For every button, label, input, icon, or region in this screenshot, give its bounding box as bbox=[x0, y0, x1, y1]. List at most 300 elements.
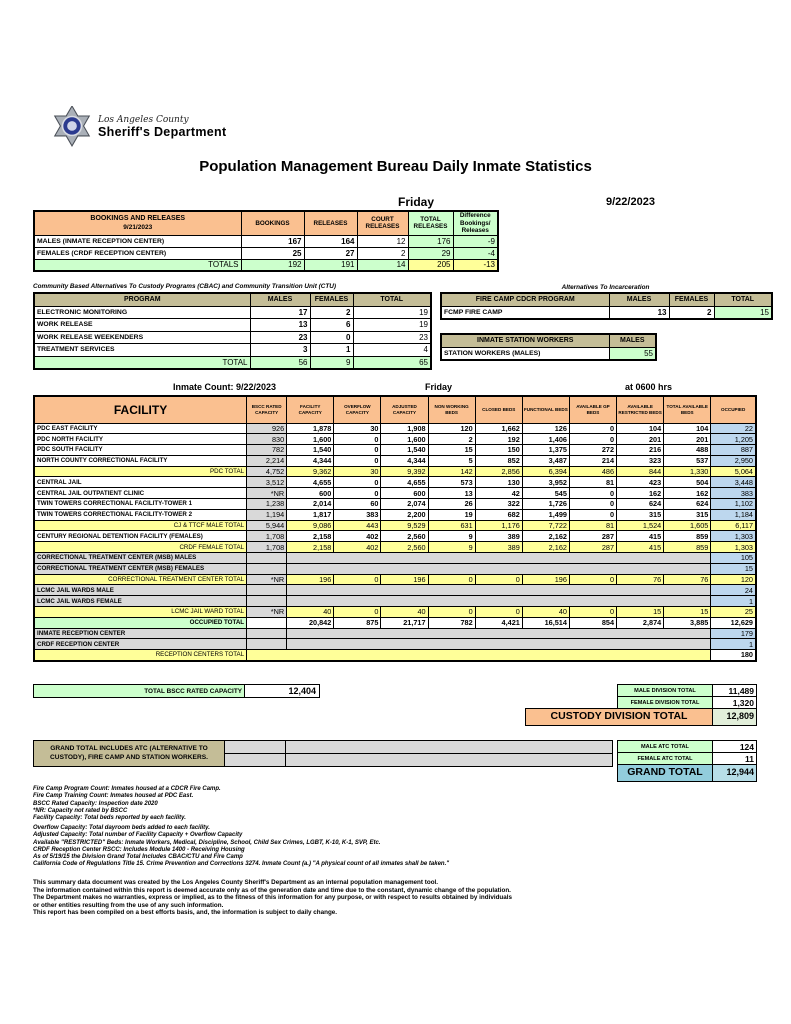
occupied-cell: 3,448 bbox=[711, 477, 756, 488]
total-cell: 192 bbox=[241, 259, 304, 271]
facility-label: PDC EAST FACILITY bbox=[34, 423, 247, 434]
column-header: Difference Bookings/ Releases bbox=[453, 211, 498, 235]
occupied-cell: 22 bbox=[711, 423, 756, 434]
value-cell: 315 bbox=[664, 509, 711, 520]
value-cell: 3,885 bbox=[664, 617, 711, 628]
table-row bbox=[34, 319, 431, 332]
value-cell: 854 bbox=[569, 617, 616, 628]
value-cell: 423 bbox=[617, 477, 664, 488]
bottom-summary bbox=[33, 684, 757, 730]
value-cell: 9,362 bbox=[287, 466, 334, 477]
value-cell: 12 bbox=[357, 235, 408, 247]
value-cell: 0 bbox=[569, 499, 616, 510]
value-cell: 21,717 bbox=[381, 617, 428, 628]
facility-row bbox=[34, 477, 756, 488]
value-cell: 1,600 bbox=[381, 434, 428, 445]
text-line: Available "RESTRICTED" Beds: Inmate Workers, Medical, Discipline, School, Child Sex Crimes, LGBT, K-10, K-1, SVP, Etc. bbox=[33, 839, 381, 846]
table-row bbox=[34, 235, 498, 247]
column-header: TOTAL AVAILABLE BEDS bbox=[664, 396, 711, 423]
report-date: 9/22/2023 bbox=[606, 196, 655, 208]
column-header: TOTAL bbox=[353, 293, 431, 306]
bscc-cell bbox=[247, 639, 287, 650]
fire-camp-header-row bbox=[441, 293, 772, 306]
facility-label: PDC SOUTH FACILITY bbox=[34, 445, 247, 456]
facility-caption bbox=[33, 382, 757, 394]
value-cell: 15 bbox=[664, 607, 711, 618]
facility-row bbox=[34, 596, 756, 607]
value-cell: 4,421 bbox=[475, 617, 522, 628]
value-cell: 9,086 bbox=[287, 520, 334, 531]
value-cell: 443 bbox=[334, 520, 381, 531]
facility-label: INMATE RECEPTION CENTER bbox=[34, 628, 247, 639]
value-cell: 0 bbox=[428, 574, 475, 585]
facility-label: RECEPTION CENTERS TOTAL bbox=[34, 650, 247, 661]
value-cell: 40 bbox=[522, 607, 569, 618]
value-cell: 192 bbox=[475, 434, 522, 445]
occupied-cell: 2,950 bbox=[711, 455, 756, 466]
bscc-cell: 830 bbox=[247, 434, 287, 445]
value-cell: 201 bbox=[664, 434, 711, 445]
value-cell: 0 bbox=[334, 445, 381, 456]
value-cell: 15 bbox=[428, 445, 475, 456]
facility-row bbox=[34, 509, 756, 520]
value-cell: 402 bbox=[334, 531, 381, 542]
facility-label: LCMC JAIL WARD TOTAL bbox=[34, 607, 247, 618]
bscc-cell: 5,944 bbox=[247, 520, 287, 531]
value-cell: 30 bbox=[334, 423, 381, 434]
merged-cell bbox=[247, 650, 711, 661]
occupied-cell: 12,629 bbox=[711, 617, 756, 628]
value-cell: 6 bbox=[310, 319, 353, 332]
facility-row bbox=[34, 574, 756, 585]
text-line: *NR: Capacity not rated by BSCC bbox=[33, 807, 128, 814]
facility-row bbox=[34, 628, 756, 639]
bscc-cell: *NR bbox=[247, 607, 287, 618]
value-cell: 120 bbox=[428, 423, 475, 434]
value-cell: 4,655 bbox=[287, 477, 334, 488]
value-cell: 104 bbox=[617, 423, 664, 434]
value-cell: 3,952 bbox=[522, 477, 569, 488]
ati-section-title: Alternatives To Incarceration bbox=[561, 284, 650, 291]
value-cell: 2,014 bbox=[287, 499, 334, 510]
text-line: California Code of Regulations Title 15. Crime Prevention and Corrections 3274. Inmate Count (a.) "A physical count of all inmates shall be taken." bbox=[33, 861, 450, 868]
male-atc-total-label: MALE ATC TOTAL bbox=[617, 740, 713, 753]
value-cell: 600 bbox=[287, 488, 334, 499]
occupied-cell: 383 bbox=[711, 488, 756, 499]
occupied-cell: 105 bbox=[711, 553, 756, 564]
facility-label: CORRECTIONAL TREATMENT CENTER (MSB) MALES bbox=[34, 553, 247, 564]
occupied-cell: 1,102 bbox=[711, 499, 756, 510]
facility-row bbox=[34, 553, 756, 564]
value-cell: 1,878 bbox=[287, 423, 334, 434]
grand-total-note: GRAND TOTAL INCLUDES ATC (ALTERNATIVE TO CUSTODY), FIRE CAMP AND STATION WORKERS. bbox=[33, 740, 225, 767]
value-cell: 1 bbox=[310, 344, 353, 357]
grand-total-value: 12,944 bbox=[712, 764, 757, 782]
value-cell: 0 bbox=[310, 331, 353, 344]
value-cell: 201 bbox=[617, 434, 664, 445]
value-cell: 2 bbox=[428, 434, 475, 445]
value-cell: 0 bbox=[569, 574, 616, 585]
row-label: MALES (INMATE RECEPTION CENTER) bbox=[34, 235, 241, 247]
column-header: FIRE CAMP CDCR PROGRAM bbox=[441, 293, 609, 306]
value-cell: 1,817 bbox=[287, 509, 334, 520]
cbac-header-row bbox=[34, 293, 431, 306]
filler-cell bbox=[224, 753, 286, 767]
bscc-cell: 1,194 bbox=[247, 509, 287, 520]
bscc-cell: 926 bbox=[247, 423, 287, 434]
value-cell: 60 bbox=[334, 499, 381, 510]
value-cell: 322 bbox=[475, 499, 522, 510]
value-cell: 272 bbox=[569, 445, 616, 456]
bscc-cell: 3,512 bbox=[247, 477, 287, 488]
table-row bbox=[34, 306, 431, 319]
logo-text bbox=[98, 115, 226, 139]
value-cell: 3 bbox=[250, 344, 310, 357]
bscc-cell bbox=[247, 617, 287, 628]
value-cell: 0 bbox=[569, 607, 616, 618]
value-cell: 15 bbox=[714, 306, 772, 319]
value-cell: 782 bbox=[428, 617, 475, 628]
value-cell: 2 bbox=[669, 306, 714, 319]
column-header: TOTAL RELEASES bbox=[408, 211, 453, 235]
column-header: AVAILABLE RESTRICTED BEDS bbox=[617, 396, 664, 423]
bscc-cell bbox=[247, 563, 287, 574]
value-cell: 3,487 bbox=[522, 455, 569, 466]
value-cell: 844 bbox=[617, 466, 664, 477]
bookings-title: BOOKINGS AND RELEASES bbox=[90, 215, 186, 223]
value-cell: 1,540 bbox=[287, 445, 334, 456]
value-cell: 0 bbox=[475, 574, 522, 585]
occupied-cell: 1 bbox=[711, 596, 756, 607]
filler-cell bbox=[285, 740, 613, 754]
custody-division-total-label: CUSTODY DIVISION TOTAL bbox=[525, 708, 713, 726]
occupied-cell: 1,303 bbox=[711, 531, 756, 542]
value-cell: 1,330 bbox=[664, 466, 711, 477]
facility-row bbox=[34, 445, 756, 456]
occupied-cell: 1 bbox=[711, 639, 756, 650]
bscc-cell bbox=[247, 553, 287, 564]
value-cell: 2 bbox=[310, 306, 353, 319]
row-label: STATION WORKERS (MALES) bbox=[441, 347, 609, 360]
column-header: OCCUPIED bbox=[711, 396, 756, 423]
value-cell: 4 bbox=[353, 344, 431, 357]
merged-cell bbox=[287, 585, 711, 596]
value-cell: 19 bbox=[353, 319, 431, 332]
bscc-cell: 4,752 bbox=[247, 466, 287, 477]
bscc-cell: *NR bbox=[247, 574, 287, 585]
value-cell: 142 bbox=[428, 466, 475, 477]
bookings-releases-table bbox=[33, 210, 499, 272]
merged-cell bbox=[287, 639, 711, 650]
table-row bbox=[441, 306, 772, 319]
total-cell: 9 bbox=[310, 356, 353, 369]
grand-total-label: GRAND TOTAL bbox=[617, 764, 713, 782]
merged-cell bbox=[287, 628, 711, 639]
female-division-total-value: 1,320 bbox=[712, 696, 757, 709]
male-atc-total-value: 124 bbox=[712, 740, 757, 753]
station-workers-table bbox=[440, 333, 657, 361]
bscc-cell: 2,214 bbox=[247, 455, 287, 466]
agency-name-text: Sheriff's Department bbox=[98, 125, 227, 139]
column-header: FEMALES bbox=[310, 293, 353, 306]
value-cell: 40 bbox=[381, 607, 428, 618]
table-row bbox=[34, 331, 431, 344]
facility-row bbox=[34, 434, 756, 445]
value-cell: 2,162 bbox=[522, 542, 569, 553]
value-cell: 0 bbox=[428, 607, 475, 618]
value-cell: 81 bbox=[569, 520, 616, 531]
grand-total-block bbox=[33, 740, 757, 784]
occupied-cell: 25 bbox=[711, 607, 756, 618]
value-cell: 26 bbox=[428, 499, 475, 510]
value-cell: 0 bbox=[569, 509, 616, 520]
value-cell: 126 bbox=[522, 423, 569, 434]
facility-label: CRDF FEMALE TOTAL bbox=[34, 542, 247, 553]
value-cell: 0 bbox=[334, 488, 381, 499]
female-division-total-label: FEMALE DIVISION TOTAL bbox=[617, 696, 713, 709]
value-cell: 537 bbox=[664, 455, 711, 466]
value-cell: 20,842 bbox=[287, 617, 334, 628]
bscc-capacity-value: 12,404 bbox=[244, 684, 320, 698]
bookings-header-row bbox=[34, 211, 498, 235]
value-cell: 573 bbox=[428, 477, 475, 488]
column-header: PROGRAM bbox=[34, 293, 250, 306]
value-cell: 13 bbox=[250, 319, 310, 332]
bscc-cell bbox=[247, 628, 287, 639]
facility-row bbox=[34, 499, 756, 510]
value-cell: 13 bbox=[428, 488, 475, 499]
totals-label: TOTAL bbox=[34, 356, 250, 369]
value-cell: 9 bbox=[428, 542, 475, 553]
facility-row bbox=[34, 650, 756, 661]
row-label: FEMALES (CRDF RECEPTION CENTER) bbox=[34, 247, 241, 259]
value-cell: 875 bbox=[334, 617, 381, 628]
value-cell: 17 bbox=[250, 306, 310, 319]
facility-label: PDC NORTH FACILITY bbox=[34, 434, 247, 445]
value-cell: 196 bbox=[522, 574, 569, 585]
value-cell: 216 bbox=[617, 445, 664, 456]
value-cell: -4 bbox=[453, 247, 498, 259]
value-cell: 545 bbox=[522, 488, 569, 499]
bscc-cell bbox=[247, 596, 287, 607]
facility-row bbox=[34, 531, 756, 542]
facility-row bbox=[34, 520, 756, 531]
occupied-cell: 887 bbox=[711, 445, 756, 456]
bscc-capacity-label: TOTAL BSCC RATED CAPACITY bbox=[33, 684, 245, 698]
row-label: WORK RELEASE WEEKENDERS bbox=[34, 331, 250, 344]
value-cell: -9 bbox=[453, 235, 498, 247]
facility-label: CRDF RECEPTION CENTER bbox=[34, 639, 247, 650]
sheriff-logo bbox=[52, 106, 226, 148]
value-cell: 2,856 bbox=[475, 466, 522, 477]
text-line: The information contained within this report is deemed accurate only as of the generation date and time due to the constant, dynamic change of the population. bbox=[33, 886, 511, 894]
bookings-date: 9/21/2023 bbox=[123, 223, 153, 231]
column-header: FEMALES bbox=[669, 293, 714, 306]
value-cell: 415 bbox=[617, 542, 664, 553]
value-cell: 15 bbox=[617, 607, 664, 618]
value-cell: 162 bbox=[617, 488, 664, 499]
cbac-section-title: Community Based Alternatives To Custody Programs (CBAC) and Community Transition Unit (CTU) bbox=[33, 283, 336, 290]
occupied-cell: 179 bbox=[711, 628, 756, 639]
facility-label: LCMC JAIL WARDS MALE bbox=[34, 585, 247, 596]
value-cell: 631 bbox=[428, 520, 475, 531]
value-cell: 2,560 bbox=[381, 531, 428, 542]
value-cell: 1,726 bbox=[522, 499, 569, 510]
occupied-cell: 1,303 bbox=[711, 542, 756, 553]
totals-row bbox=[34, 356, 431, 369]
bscc-cell: 1,238 bbox=[247, 499, 287, 510]
value-cell: 214 bbox=[569, 455, 616, 466]
occupied-cell: 15 bbox=[711, 563, 756, 574]
column-header: FUNCTIONAL BEDS bbox=[522, 396, 569, 423]
value-cell: 23 bbox=[250, 331, 310, 344]
text-line: Overflow Capacity: Total dayroom beds added to each facility. bbox=[33, 824, 210, 831]
text-line: CRDF Reception Center RSCC: Includes Module 1400 - Receiving Housing bbox=[33, 846, 245, 853]
value-cell: 402 bbox=[334, 542, 381, 553]
total-cell: 191 bbox=[304, 259, 357, 271]
value-cell: 0 bbox=[569, 423, 616, 434]
total-cell: 205 bbox=[408, 259, 453, 271]
custody-division-total-value: 12,809 bbox=[712, 708, 757, 726]
filler-cell bbox=[285, 753, 613, 767]
cbac-table bbox=[33, 292, 432, 370]
column-header: OVERFLOW CAPACITY bbox=[334, 396, 381, 423]
value-cell: 287 bbox=[569, 531, 616, 542]
value-cell: 4,344 bbox=[287, 455, 334, 466]
column-header: MALES bbox=[609, 293, 669, 306]
facility-label: CORRECTIONAL TREATMENT CENTER TOTAL bbox=[34, 574, 247, 585]
text-line: Adjusted Capacity: Total number of Facility Capacity + Overflow Capacity bbox=[33, 832, 243, 839]
text-line: Fire Camp Program Count: Inmates housed at a CDCR Fire Camp. bbox=[33, 786, 221, 792]
value-cell: 4,344 bbox=[381, 455, 428, 466]
male-division-total-value: 11,489 bbox=[712, 684, 757, 697]
table-row bbox=[34, 247, 498, 259]
text-line: BSCC Rated Capacity: Inspection date 2020 bbox=[33, 800, 158, 807]
value-cell: 81 bbox=[569, 477, 616, 488]
facility-header-row bbox=[34, 396, 756, 423]
bscc-cell bbox=[247, 585, 287, 596]
value-cell: 2,158 bbox=[287, 531, 334, 542]
value-cell: 19 bbox=[353, 306, 431, 319]
occupied-cell: 120 bbox=[711, 574, 756, 585]
facility-label: TWIN TOWERS CORRECTIONAL FACILITY-TOWER 2 bbox=[34, 509, 247, 520]
value-cell: 323 bbox=[617, 455, 664, 466]
value-cell: 104 bbox=[664, 423, 711, 434]
column-header: ADJUSTED CAPACITY bbox=[381, 396, 428, 423]
facility-row bbox=[34, 607, 756, 618]
merged-cell bbox=[287, 563, 711, 574]
facility-row bbox=[34, 423, 756, 434]
value-cell: 167 bbox=[241, 235, 304, 247]
column-header: BOOKINGS bbox=[241, 211, 304, 235]
value-cell: 0 bbox=[334, 477, 381, 488]
agency-county-text: Los Angeles County bbox=[98, 115, 189, 125]
total-cell: 14 bbox=[357, 259, 408, 271]
table-row bbox=[441, 347, 656, 360]
facility-label: TWIN TOWERS CORRECTIONAL FACILITY-TOWER 1 bbox=[34, 499, 247, 510]
facility-label: NORTH COUNTY CORRECTIONAL FACILITY bbox=[34, 455, 247, 466]
value-cell: 9,392 bbox=[381, 466, 428, 477]
facility-row bbox=[34, 585, 756, 596]
total-cell: 56 bbox=[250, 356, 310, 369]
facility-label: CENTURY REGIONAL DETENTION FACILITY (FEMALES) bbox=[34, 531, 247, 542]
value-cell: 2,874 bbox=[617, 617, 664, 628]
station-header-row bbox=[441, 334, 656, 347]
value-cell: 42 bbox=[475, 488, 522, 499]
value-cell: 27 bbox=[304, 247, 357, 259]
totals-label: TOTALS bbox=[34, 259, 241, 271]
sheriff-star-badge-icon bbox=[52, 106, 92, 148]
value-cell: 55 bbox=[609, 347, 656, 360]
value-cell: 383 bbox=[334, 509, 381, 520]
value-cell: 859 bbox=[664, 531, 711, 542]
bscc-cell: *NR bbox=[247, 488, 287, 499]
value-cell: 0 bbox=[569, 488, 616, 499]
value-cell: 1,600 bbox=[287, 434, 334, 445]
row-label: FCMP FIRE CAMP bbox=[441, 306, 609, 319]
column-header: COURT RELEASES bbox=[357, 211, 408, 235]
female-atc-total-value: 11 bbox=[712, 752, 757, 765]
value-cell: 0 bbox=[334, 574, 381, 585]
value-cell: 389 bbox=[475, 531, 522, 542]
merged-cell bbox=[287, 596, 711, 607]
value-cell: 162 bbox=[664, 488, 711, 499]
column-header: BSCC RATED CAPACITY bbox=[247, 396, 287, 423]
occupied-cell: 6,117 bbox=[711, 520, 756, 531]
value-cell: 13 bbox=[609, 306, 669, 319]
value-cell: 1,406 bbox=[522, 434, 569, 445]
column-header: FACILITY CAPACITY bbox=[287, 396, 334, 423]
value-cell: 150 bbox=[475, 445, 522, 456]
occupied-cell: 1,205 bbox=[711, 434, 756, 445]
column-header: CLOSED BEDS bbox=[475, 396, 522, 423]
facility-label: CENTRAL JAIL OUTPATIENT CLINIC bbox=[34, 488, 247, 499]
value-cell: 624 bbox=[617, 499, 664, 510]
inmate-count-label: Inmate Count: 9/22/2023 bbox=[173, 382, 277, 392]
value-cell: 682 bbox=[475, 509, 522, 520]
value-cell: 6,394 bbox=[522, 466, 569, 477]
value-cell: 2,074 bbox=[381, 499, 428, 510]
value-cell: 852 bbox=[475, 455, 522, 466]
text-line: This report has been compiled on a best efforts basis, and, the information is subject to daily change. bbox=[33, 909, 338, 917]
filler-cell bbox=[224, 740, 286, 754]
caption-time: at 0600 hrs bbox=[625, 382, 673, 392]
facility-row bbox=[34, 639, 756, 650]
totals-row bbox=[34, 259, 498, 271]
facility-label: CENTRAL JAIL bbox=[34, 477, 247, 488]
value-cell: 287 bbox=[569, 542, 616, 553]
value-cell: 1,524 bbox=[617, 520, 664, 531]
total-cell: -13 bbox=[453, 259, 498, 271]
facility-table bbox=[33, 395, 757, 662]
value-cell: 5 bbox=[428, 455, 475, 466]
value-cell: 30 bbox=[334, 466, 381, 477]
value-cell: 76 bbox=[617, 574, 664, 585]
bscc-cell: 782 bbox=[247, 445, 287, 456]
facility-row bbox=[34, 488, 756, 499]
page-title: Population Management Bureau Daily Inmate Statistics bbox=[199, 158, 592, 175]
text-line: Fire Camp Training Count: Inmates housed at PDC East. bbox=[33, 793, 194, 800]
text-line: The Department makes no warranties, express or implied, as to the fitness of this information for any purpose, or with respect to results obtained by individuals bbox=[33, 894, 513, 902]
value-cell: 76 bbox=[664, 574, 711, 585]
value-cell: 16,514 bbox=[522, 617, 569, 628]
facility-row bbox=[34, 563, 756, 574]
text-line: This summary data document was created by the Los Angeles County Sheriff's Department as an internal population management tool. bbox=[33, 879, 439, 886]
column-header: INMATE STATION WORKERS bbox=[441, 334, 609, 347]
column-header: MALES bbox=[609, 334, 656, 347]
column-header: TOTAL bbox=[714, 293, 772, 306]
value-cell: 164 bbox=[304, 235, 357, 247]
